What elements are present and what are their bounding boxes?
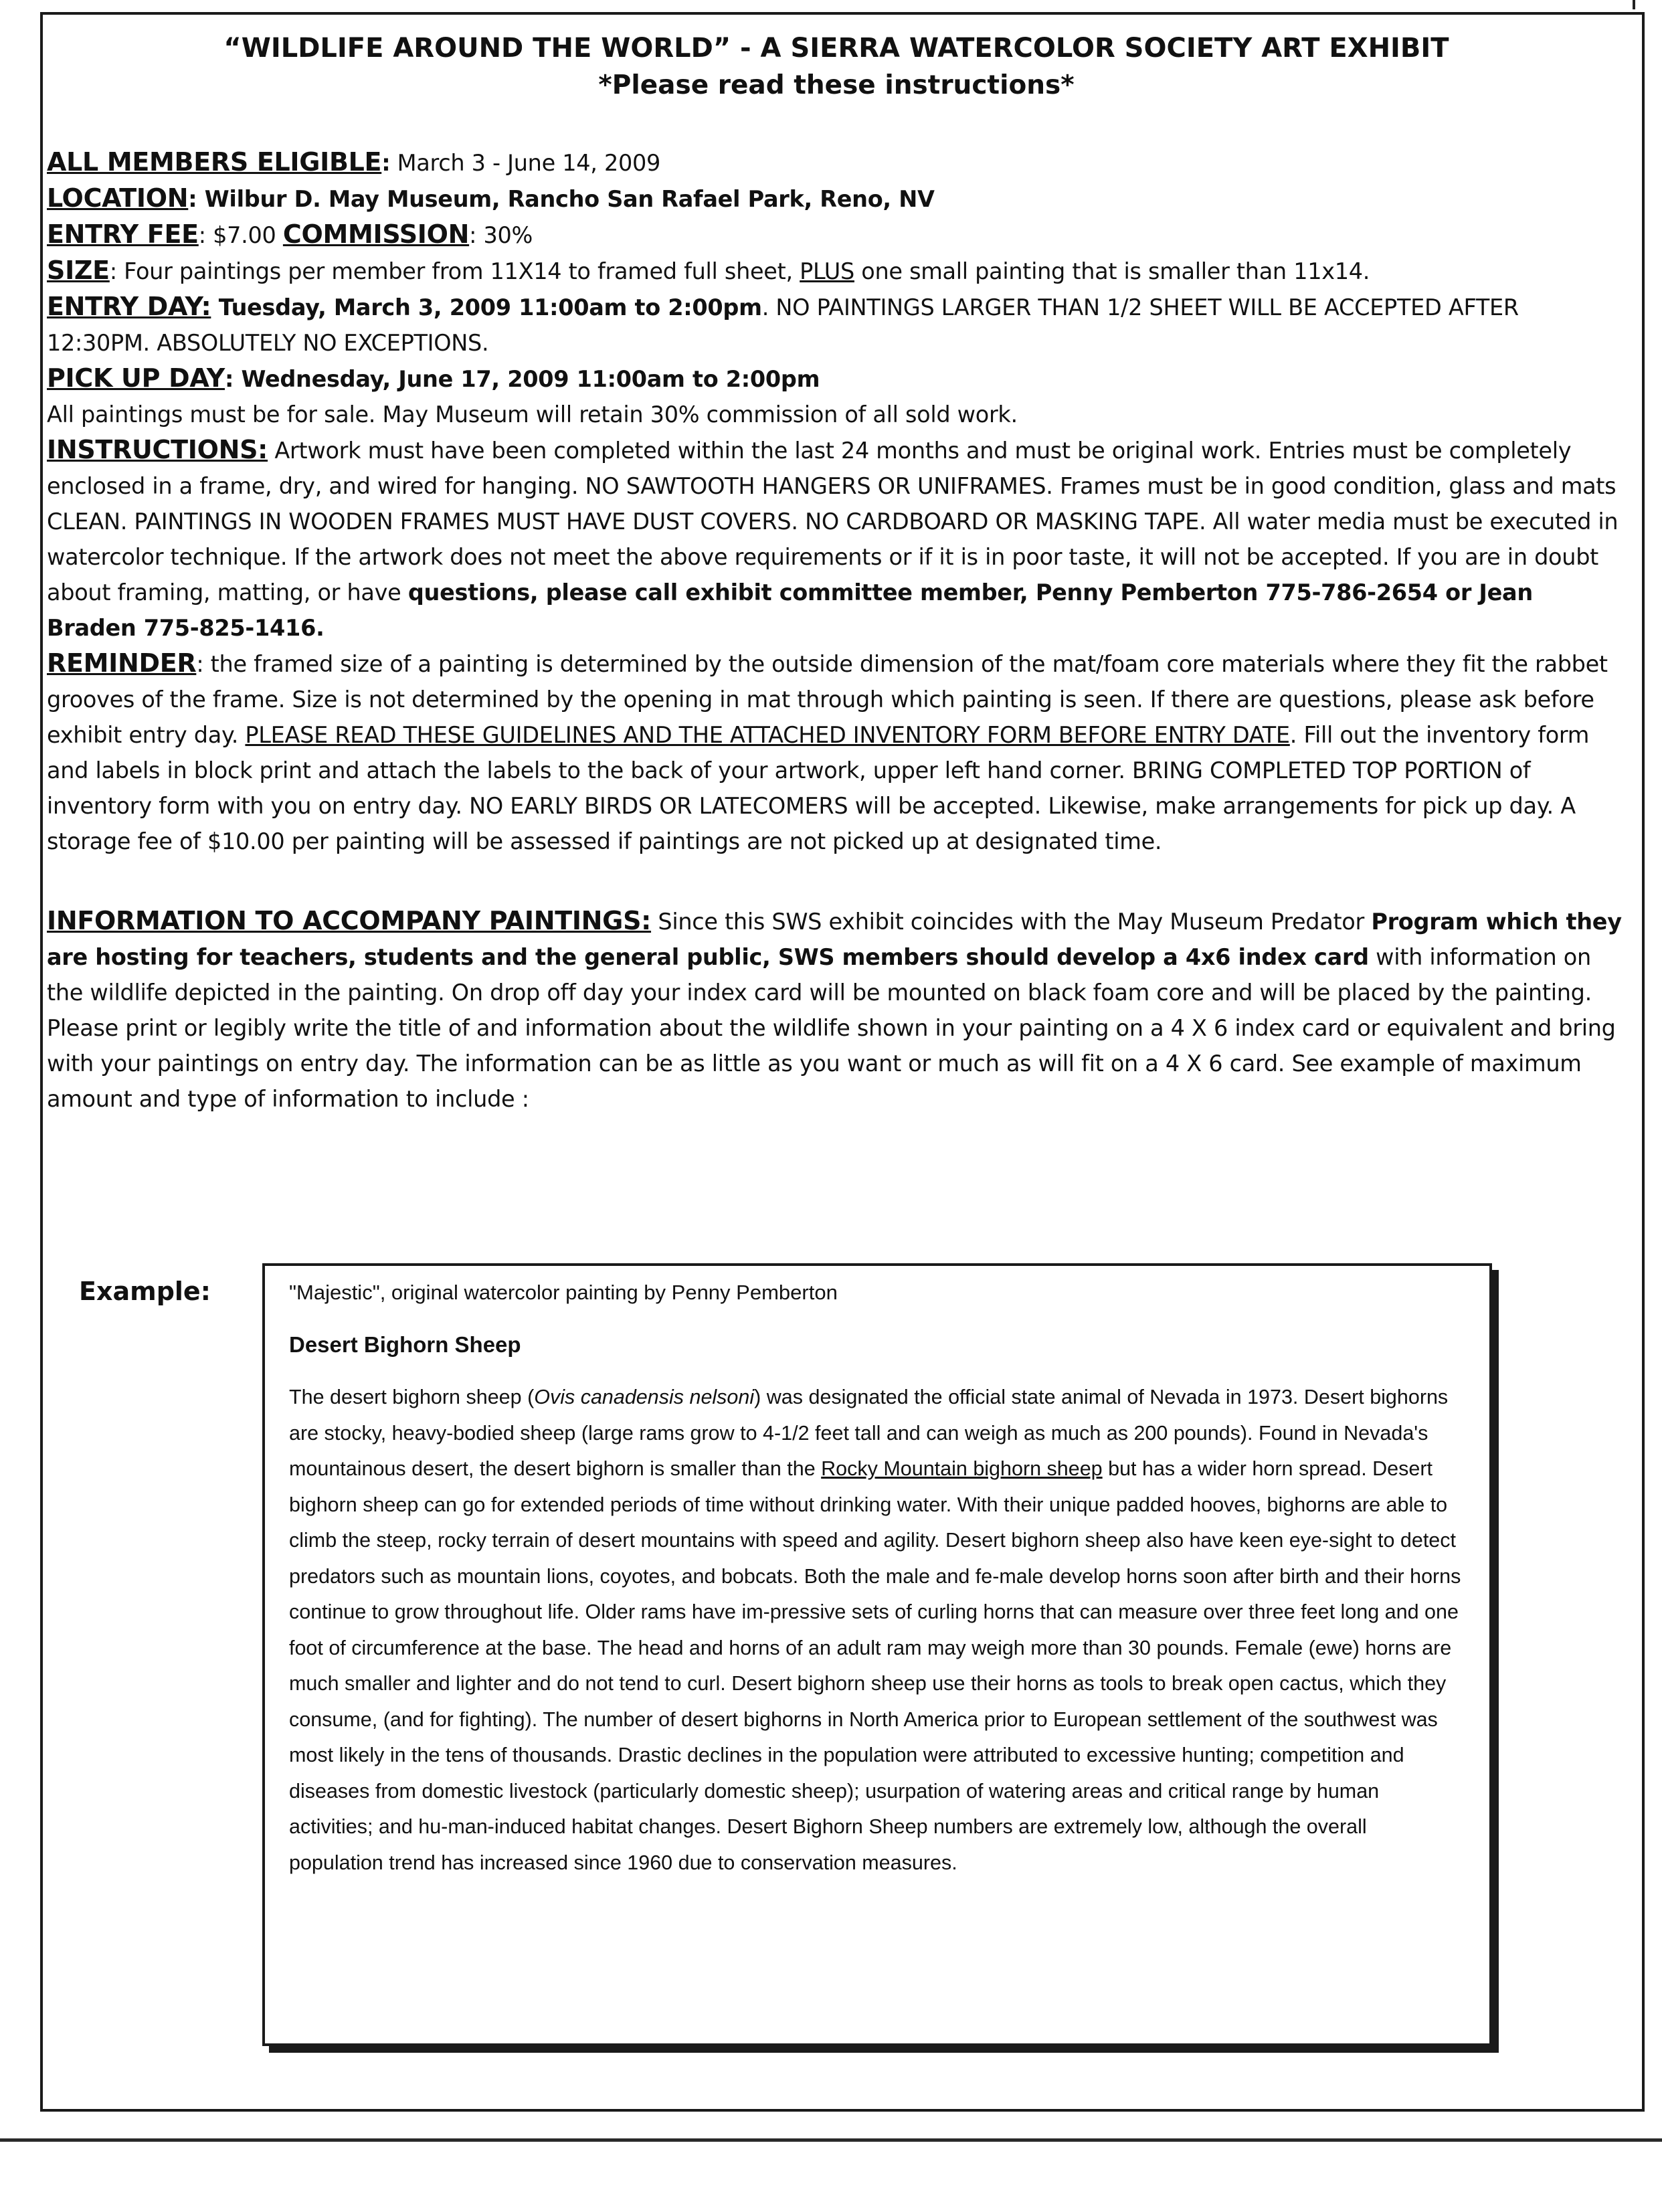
sale-note: All paintings must be for sale. May Museum will retain 30% commission of all sold work. (47, 401, 1018, 428)
entry-day-line (47, 289, 1626, 361)
pickup-line (47, 361, 1626, 397)
eligible-line (47, 145, 1626, 181)
commission-label: COMMISSION (282, 219, 470, 249)
info-text-b: with information on the wildlife depicted in the painting. On drop off day your index card will be mounted on black foam core and will be placed by the painting. (47, 944, 1592, 1006)
commission-value: : 30% (469, 222, 533, 248)
reminder-text-b: . Fill out the inventory form and labels in block print and attach the labels to the back of your artwork, upper left hand corner. BRING COMPLETED TOP PORTION of inventory form with you on entry day. NO EARLY BIRDS OR LATECOMERS will be accepted. Likewise, make arrangements for pick up day. A storage fee of $10.00 per painting will be assessed if paintings are not picked up at designated time. (47, 722, 1590, 854)
scan-mark (1633, 0, 1635, 9)
example-label: Example: (79, 1277, 211, 1306)
size-line (47, 253, 1626, 289)
info-bold-text: Program which they are hosting for teachers, students and the general public, SWS members should develop a 4x6 index card (47, 909, 1622, 970)
example-index-card (262, 1263, 1492, 2046)
size-value-a: : Four paintings per member from 11X14 to framed full sheet, (109, 258, 800, 284)
size-value-b: one small painting that is smaller than 11x14. (854, 258, 1370, 284)
card-body-link[interactable]: Rocky Mountain bighorn sheep (821, 1457, 1103, 1480)
location-label: LOCATION (47, 183, 189, 213)
info-paragraph-2: Please print or legibly write the title of and information about the wildlife shown in your painting on a 4 X 6 index card or equivalent and bring with your paintings on entry day. The information can be as little as you want or much as will fit on a 4 X 6 card. See example of maximum amount and type of information to include : (47, 1015, 1616, 1112)
size-plus: PLUS (800, 258, 854, 284)
card-painting-credit: "Majestic", original watercolor painting by Penny Pemberton (289, 1281, 838, 1304)
location-value: : Wilbur D. May Museum, Rancho San Rafael Park, Reno, NV (188, 186, 935, 212)
entry-day-note: . NO PAINTINGS LARGER THAN 1/2 SHEET WILL BE ACCEPTED AFTER 12:30PM. ABSOLUTELY NO EXCEPTIONS. (47, 294, 1519, 356)
reminder-text-a: : the framed size of a painting is determined by the outside dimension of the mat/foam core materials where they fit the rabbet grooves of the frame. Size is not determined by the opening in mat through which painting is seen. If there are questions, please ask before exhibit entry day. (47, 651, 1608, 748)
fee-line (47, 217, 1626, 253)
location-line (47, 181, 1626, 217)
eligible-label: ALL MEMBERS ELIGIBLE (47, 147, 382, 177)
fee-value: : $7.00 (198, 222, 283, 248)
card-body-a: The desert bighorn sheep ( (289, 1386, 535, 1408)
reminder-paragraph (47, 646, 1626, 859)
page-title: “WILDLIFE AROUND THE WORLD” - A SIERRA WATERCOLOR SOCIETY ART EXHIBIT (223, 33, 1449, 64)
instructions-text: Artwork must have been completed within the last 24 months and must be original work. Entries must be completely enclosed in a frame, dry, and wired for hanging. NO SAWTOOTH HANGERS OR UNIFRAMES. Frames must be in good condition, glass and mats CLEAN. PAINTINGS IN WOODEN FRAMES MUST HAVE DUST COVERS. NO CARDBOARD OR MASKING TAPE. All water media must be executed in watercolor technique. If the artwork does not meet the above requirements or if it is in poor taste, it will not be accepted. If you are in doubt about framing, matting, or have (47, 438, 1619, 606)
instructions-label: INSTRUCTIONS: (47, 435, 268, 464)
reminder-guidelines: PLEASE READ THESE GUIDELINES AND THE ATTACHED INVENTORY FORM BEFORE ENTRY DATE (245, 722, 1290, 748)
entry-day-label: ENTRY DAY: (47, 292, 211, 321)
instructions-paragraph (47, 432, 1626, 646)
instructions-contact: questions, please call exhibit committee member, Penny Pemberton 775-786-2654 or Jean Braden 775-825-1416. (47, 579, 1533, 641)
entry-day-date: Tuesday, March 3, 2009 11:00am to 2:00pm (211, 294, 762, 320)
card-body (289, 1380, 1465, 1881)
pickup-value: : Wednesday, June 17, 2009 11:00am to 2:00pm (225, 366, 820, 392)
reminder-label: REMINDER (47, 648, 197, 678)
pickup-label: PICK UP DAY (47, 363, 225, 393)
info-text-a: Since this SWS exhibit coincides with the May Museum Predator (651, 909, 1372, 935)
info-paragraph (47, 903, 1626, 1010)
size-label: SIZE (47, 256, 110, 285)
info-label: INFORMATION TO ACCOMPANY PAINTINGS: (47, 906, 652, 935)
card-body-b: ) was designated the official state animal of Nevada in 1973. Desert bighorns are stocky, heavy-bodied sheep (large rams grow to 4-1/2 feet tall and can weigh as much as 200 pounds). Found in Nevada's mountainous desert, the desert bighorn is smaller than the (289, 1386, 1449, 1480)
card-shadow-bottom (269, 2046, 1499, 2053)
card-heading: Desert Bighorn Sheep (289, 1332, 521, 1357)
eligible-value: March 3 - June 14, 2009 (390, 150, 661, 176)
page-subtitle: *Please read these instructions* (598, 70, 1075, 100)
fee-label: ENTRY FEE (47, 219, 199, 249)
card-body-c: but has a wider horn spread. Desert bighorn sheep can go for extended periods of time without drinking water. With their unique padded hooves, bighorns are able to climb the steep, rocky terrain of desert mountains with speed and agility. Desert bighorn sheep also have keen eye-sight to detect predators such as mountain lions, coyotes, and bobcats. Both the male and fe-male develop horns soon after birth and their horns continue to grow throughout life. Older rams have im-pressive sets of curling horns that can measure over three feet long and one foot of circumference at the base. The head and horns of an adult ram may weigh more than 30 pounds. Female (ewe) horns are much smaller and lighter and do not tend to curl. Desert bighorn sheep use their horns as tools to break open cactus, which they consume, (and for fighting). The number of desert bighorns in North America prior to European settlement of the southwest was most likely in the tens of thousands. Drastic declines in the population were attributed to excessive hunting; competition and diseases from domestic livestock (particularly domestic sheep); usurpation of watering areas and critical range by human activities; and hu-man-induced habitat changes. Desert Bighorn Sheep numbers are extremely low, although the overall population trend has increased since 1960 due to conservation measures. (289, 1457, 1461, 1874)
card-body-latin-name: Ovis canadensis nelsoni (534, 1386, 755, 1408)
document-content (47, 27, 1626, 1117)
example-section (79, 1263, 1517, 2053)
bottom-rule (0, 2138, 1662, 2142)
eligible-colon: : (381, 150, 391, 176)
card-shadow-right (1492, 1270, 1499, 2051)
